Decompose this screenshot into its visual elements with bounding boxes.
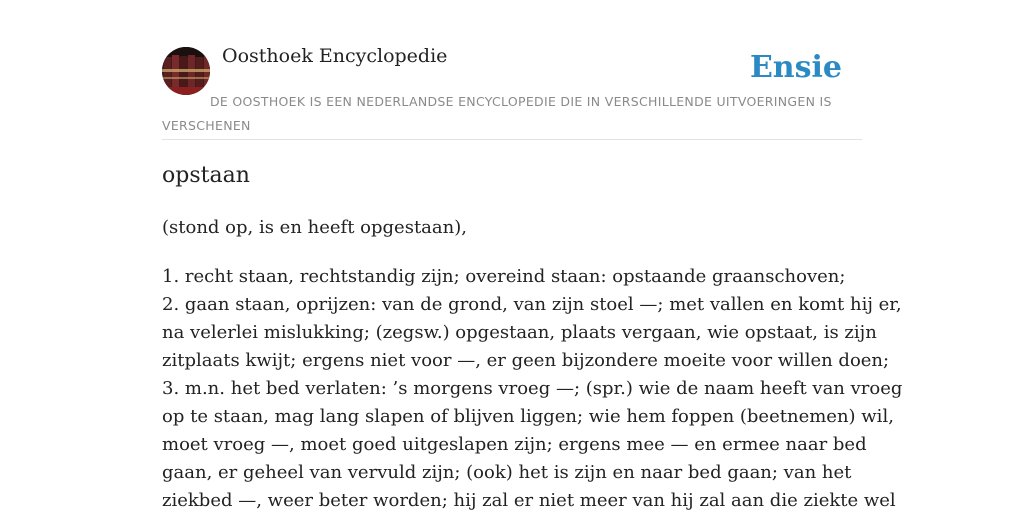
entry-definition <box>162 263 903 512</box>
definition-line: 1. recht staan, rechtstandig zijn; overeind staan: opstaande graanschoven; <box>162 266 846 287</box>
definition-line: op te staan, mag lang slapen of blijven liggen; wie hem foppen (beetnemen) wil, <box>162 406 894 427</box>
definition-line: moet vroeg —, moet goed uitgeslapen zijn; ergens mee — en ermee naar bed <box>162 434 867 455</box>
entry-grammar: (stond op, is en heeft opgestaan), <box>162 217 467 238</box>
entry-headword: opstaan <box>162 163 250 188</box>
definition-line: 2. gaan staan, oprijzen: van de grond, van zijn stoel —; met vallen en komt hij er, <box>162 294 902 315</box>
definition-line: ziekbed —, weer beter worden; hij zal er niet meer van hij zal aan die ziekte wel <box>162 490 896 511</box>
definition-line: gaan, er geheel van vervuld zijn; (ook) het is zijn en naar bed gaan; van het <box>162 462 852 483</box>
header-divider <box>162 139 862 140</box>
site-tagline: DE OOSTHOEK IS EEN NEDERLANDSE ENCYCLOPEDIE DIE IN VERSCHILLENDE UITVOERINGEN IS VERSCHENEN <box>162 94 832 133</box>
site-title[interactable]: Oosthoek Encyclopedie <box>222 45 448 67</box>
encyclopedia-books-icon[interactable] <box>162 47 210 95</box>
definition-line: na velerlei mislukking; (zegsw.) opgestaan, plaats vergaan, wie opstaat, is zijn <box>162 322 877 343</box>
brand-logo[interactable]: Ensie <box>749 50 842 85</box>
definition-line: 3. m.n. het bed verlaten: ’s morgens vroeg —; (spr.) wie de naam heeft van vroeg <box>162 378 903 399</box>
definition-line: zitplaats kwijt; ergens niet voor —, er geen bijzondere moeite voor willen doen; <box>162 350 890 371</box>
